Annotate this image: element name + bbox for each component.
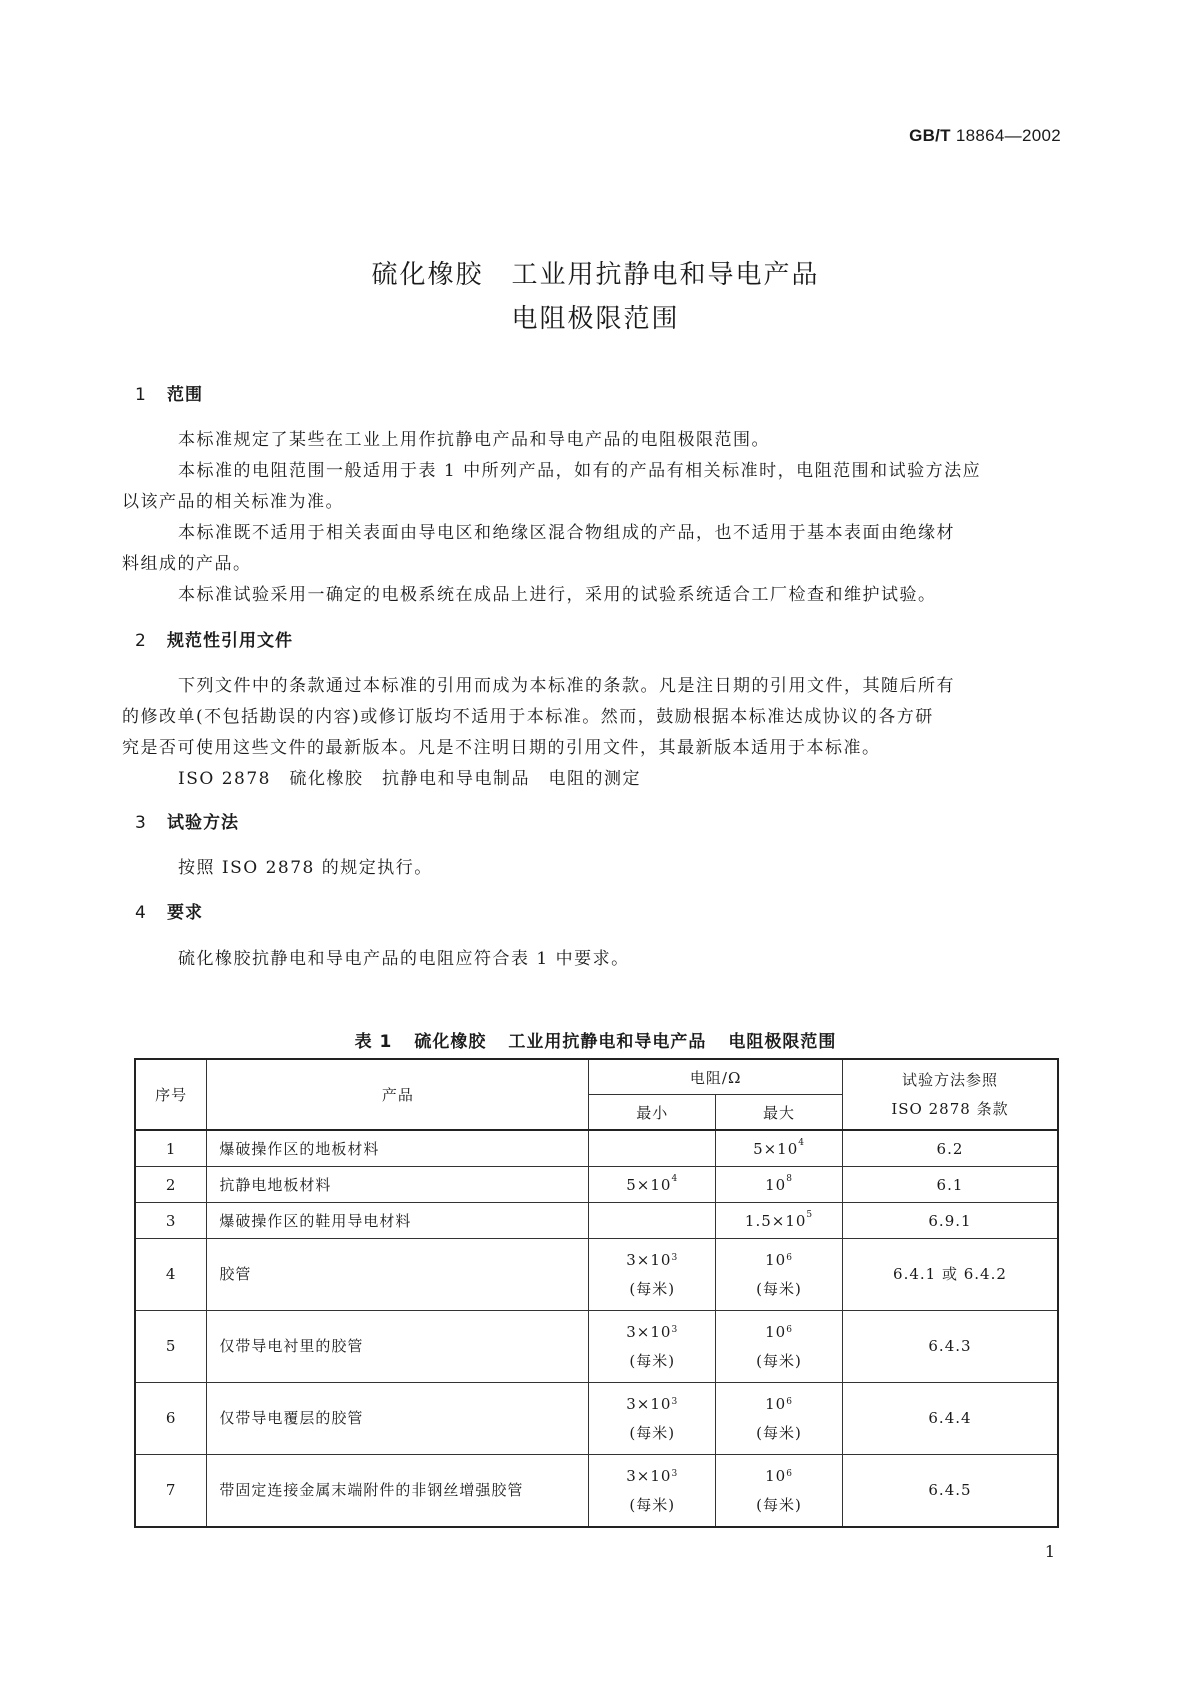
table-row — [135, 1311, 1058, 1383]
header-product: 产品 — [207, 1059, 589, 1130]
standard-code — [909, 126, 1061, 146]
min-base: 3×10 — [626, 1466, 672, 1485]
caption-part: 硫化橡胶 — [414, 1032, 487, 1052]
table-label: 表 1 — [354, 1032, 393, 1052]
row-product: 仅带导电衬里的胶管 — [207, 1311, 589, 1383]
section-title: 规范性引用文件 — [167, 631, 293, 651]
paragraph: 下列文件中的条款通过本标准的引用而成为本标准的条款。凡是注日期的引用文件，其随后所有 — [178, 676, 955, 696]
max-exponent: 6 — [786, 1324, 793, 1335]
per-meter: (每米) — [756, 1495, 802, 1514]
row-method: 6.4.5 — [842, 1455, 1058, 1528]
max-exponent: 6 — [786, 1468, 793, 1479]
paragraph: 本标准的电阻范围一般适用于表 1 中所列产品，如有的产品有相关标准时，电阻范围和试验方法应 — [178, 461, 982, 481]
table-row — [135, 1130, 1058, 1167]
section-4-heading — [135, 898, 203, 923]
max-base: 5×10 — [753, 1139, 799, 1158]
row-no: 1 — [135, 1130, 207, 1167]
header-max: 最大 — [716, 1095, 843, 1131]
per-meter: (每米) — [629, 1495, 676, 1514]
standard-prefix: GB/T — [909, 126, 951, 145]
header-min: 最小 — [589, 1095, 716, 1131]
row-no: 5 — [135, 1311, 207, 1383]
max-exponent: 5 — [806, 1209, 814, 1220]
max-base: 10 — [765, 1394, 787, 1413]
row-max — [716, 1383, 843, 1455]
min-exponent: 3 — [671, 1396, 679, 1407]
row-product: 爆破操作区的地板材料 — [207, 1130, 589, 1167]
page-number: 1 — [1044, 1542, 1055, 1561]
paragraph: 本标准既不适用于相关表面由导电区和绝缘区混合物组成的产品，也不适用于基本表面由绝缘材 — [178, 523, 955, 543]
row-product: 抗静电地板材料 — [207, 1167, 589, 1203]
section-3-heading — [135, 808, 239, 833]
header-resistance: 电阻/Ω — [589, 1059, 843, 1095]
reference-entry: ISO 2878 硫化橡胶 抗静电和导电制品 电阻的测定 — [178, 769, 641, 789]
max-base: 10 — [765, 1322, 787, 1341]
title-line-1: 硫化橡胶 工业用抗静电和导电产品 — [371, 260, 820, 290]
row-min — [589, 1203, 716, 1239]
section-title: 要求 — [167, 903, 203, 923]
table-row — [135, 1167, 1058, 1203]
section-number: 3 — [135, 813, 147, 833]
row-min — [589, 1130, 716, 1167]
row-method: 6.9.1 — [842, 1203, 1058, 1239]
row-max — [716, 1130, 843, 1167]
row-max — [716, 1311, 843, 1383]
standard-number: 18864—2002 — [955, 126, 1061, 145]
per-meter: (每米) — [629, 1351, 676, 1370]
row-min — [589, 1311, 716, 1383]
row-product: 带固定连接金属末端附件的非钢丝增强胶管 — [207, 1455, 589, 1528]
per-meter: (每米) — [756, 1279, 802, 1298]
max-base: 10 — [765, 1466, 787, 1485]
paragraph-continuation: 以该产品的相关标准为准。 — [122, 492, 344, 512]
min-base: 3×10 — [626, 1250, 672, 1269]
min-base: 3×10 — [626, 1322, 672, 1341]
max-exponent: 6 — [786, 1252, 793, 1263]
max-exponent: 6 — [786, 1396, 793, 1407]
row-max — [716, 1167, 843, 1203]
paragraph: 本标准试验采用一确定的电极系统在成品上进行，采用的试验系统适合工厂检查和维护试验。 — [178, 585, 937, 605]
row-no: 3 — [135, 1203, 207, 1239]
row-method: 6.4.1 或 6.4.2 — [842, 1239, 1058, 1311]
header-method-line2: ISO 2878 条款 — [891, 1099, 1009, 1118]
row-min — [589, 1167, 716, 1203]
row-no: 6 — [135, 1383, 207, 1455]
row-product: 仅带导电覆层的胶管 — [207, 1383, 589, 1455]
section-number: 2 — [135, 631, 147, 651]
section-1-heading — [135, 380, 203, 405]
min-exponent: 3 — [671, 1252, 679, 1263]
paragraph: 按照 ISO 2878 的规定执行。 — [178, 858, 433, 878]
row-max — [716, 1239, 843, 1311]
row-min — [589, 1239, 716, 1311]
row-min — [589, 1383, 716, 1455]
row-max — [716, 1455, 843, 1528]
resistance-table — [134, 1058, 1059, 1528]
min-exponent: 4 — [671, 1173, 679, 1184]
per-meter: (每米) — [756, 1351, 802, 1370]
max-exponent: 8 — [786, 1173, 793, 1184]
table-row — [135, 1383, 1058, 1455]
header-no: 序号 — [135, 1059, 207, 1130]
table-row — [135, 1203, 1058, 1239]
caption-part: 电阻极限范围 — [728, 1032, 837, 1052]
table-row — [135, 1455, 1058, 1528]
row-method: 6.1 — [842, 1167, 1058, 1203]
row-no: 2 — [135, 1167, 207, 1203]
row-method: 6.4.3 — [842, 1311, 1058, 1383]
title-line-2: 电阻极限范围 — [511, 304, 680, 334]
max-base: 1.5×10 — [744, 1211, 807, 1230]
min-exponent: 3 — [671, 1324, 679, 1335]
row-max — [716, 1203, 843, 1239]
table-row — [135, 1239, 1058, 1311]
row-product: 胶管 — [207, 1239, 589, 1311]
min-exponent: 3 — [671, 1468, 679, 1479]
paragraph: 硫化橡胶抗静电和导电产品的电阻应符合表 1 中要求。 — [178, 949, 630, 969]
paragraph-continuation: 的修改单(不包括勘误的内容)或修订版均不适用于本标准。然而，鼓励根据本标准达成协议的各方研 — [122, 707, 934, 727]
section-title: 范围 — [167, 385, 203, 405]
row-no: 4 — [135, 1239, 207, 1311]
per-meter: (每米) — [756, 1423, 802, 1442]
min-base: 5×10 — [626, 1175, 672, 1194]
min-base: 3×10 — [626, 1394, 672, 1413]
row-min — [589, 1455, 716, 1528]
section-title: 试验方法 — [167, 813, 239, 833]
header-method-line1: 试验方法参照 — [901, 1070, 998, 1089]
max-base: 10 — [765, 1250, 787, 1269]
row-method: 6.4.4 — [842, 1383, 1058, 1455]
paragraph-continuation: 料组成的产品。 — [122, 554, 252, 574]
row-product: 爆破操作区的鞋用导电材料 — [207, 1203, 589, 1239]
per-meter: (每米) — [629, 1423, 676, 1442]
table-caption — [0, 1027, 1191, 1052]
header-test-method — [842, 1059, 1058, 1130]
section-2-heading — [135, 626, 293, 651]
section-number: 1 — [135, 385, 147, 405]
per-meter: (每米) — [629, 1279, 676, 1298]
caption-part: 工业用抗静电和导电产品 — [508, 1032, 707, 1052]
row-no: 7 — [135, 1455, 207, 1528]
max-base: 10 — [765, 1175, 787, 1194]
max-exponent: 4 — [798, 1137, 805, 1148]
section-number: 4 — [135, 903, 147, 923]
paragraph: 本标准规定了某些在工业上用作抗静电产品和导电产品的电阻极限范围。 — [178, 430, 770, 450]
paragraph-continuation: 究是否可使用这些文件的最新版本。凡是不注明日期的引用文件，其最新版本适用于本标准。 — [122, 738, 881, 758]
row-method: 6.2 — [842, 1130, 1058, 1167]
